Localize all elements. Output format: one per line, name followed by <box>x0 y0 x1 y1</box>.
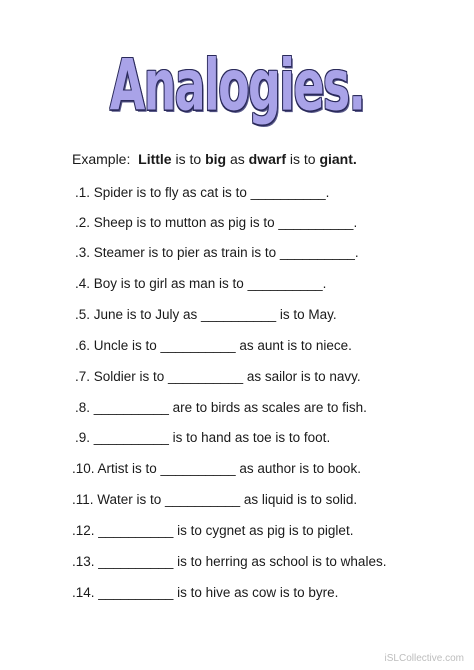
analogy-item-13: .13. __________ is to herring as school is to whales. <box>72 554 387 569</box>
example-word-2: big <box>205 151 227 167</box>
example-word-3: dwarf <box>248 151 286 167</box>
analogy-item-2: .2. Sheep is to mutton as pig is to __________. <box>75 215 358 230</box>
analogy-item-4: .4. Boy is to girl as man is to __________. <box>75 276 327 291</box>
analogy-item-14: .14. __________ is to hive as cow is to byre. <box>72 585 339 600</box>
analogy-item-3: .3. Steamer is to pier as train is to __________. <box>75 245 359 260</box>
example-word-4: giant. <box>319 151 357 167</box>
analogy-item-12: .12. __________ is to cygnet as pig is to piglet. <box>72 523 354 538</box>
example-word-1: Little <box>138 151 172 167</box>
example-text-2: as <box>229 151 245 167</box>
analogy-item-6: .6. Uncle is to __________ as aunt is to niece. <box>75 338 352 353</box>
watermark: iSLCollective.com <box>384 653 464 664</box>
analogy-item-1: .1. Spider is to fly as cat is to __________. <box>75 185 330 200</box>
analogy-item-9: .9. __________ is to hand as toe is to foot. <box>75 430 331 445</box>
analogy-item-10: .10. Artist is to __________ as author is to book. <box>72 461 361 476</box>
analogy-item-7: .7. Soldier is to __________ as sailor is to navy. <box>75 369 361 384</box>
analogy-item-8: .8. __________ are to birds as scales are to fish. <box>75 400 367 415</box>
analogy-item-5: .5. June is to July as __________ is to May. <box>75 307 337 322</box>
example-prefix: Example: <box>72 151 131 167</box>
example-text-3: is to <box>289 151 316 167</box>
example-line <box>72 150 357 168</box>
analogy-item-11: .11. Water is to __________ as liquid is to solid. <box>72 492 358 507</box>
example-text-1: is to <box>175 151 202 167</box>
page-title: Analogies. <box>109 45 365 127</box>
